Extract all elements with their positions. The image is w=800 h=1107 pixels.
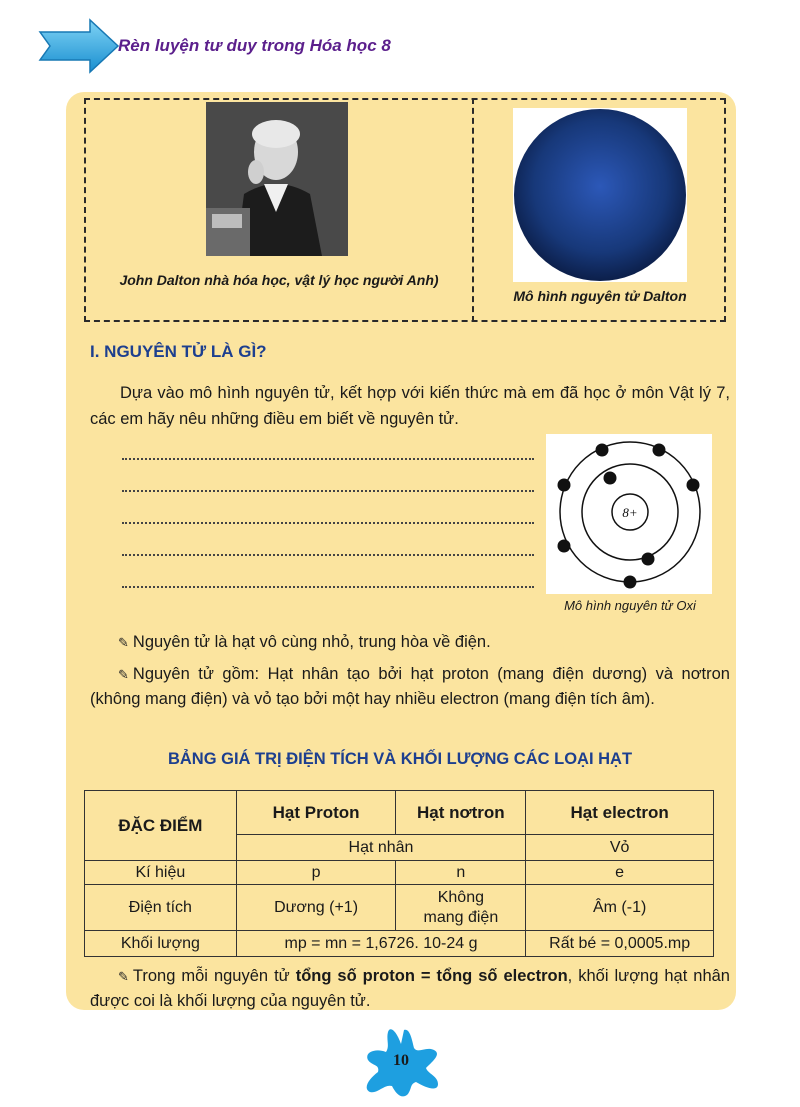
header-electron: Hạt electron (526, 791, 714, 835)
page-number-badge (346, 1022, 456, 1102)
electron (558, 479, 571, 492)
electron (687, 479, 700, 492)
dalton-caption: John Dalton nhà hóa học, vật lý học người Anh) (119, 272, 439, 288)
cell-electron-mass: Rất bé = 0,0005.mp (526, 931, 714, 957)
conclusion-note: ✎ Trong mỗi nguyên tử tổng số proton = tổng số electron, khối lượng hạt nhân được coi là khối lượng của nguyên tử. (90, 967, 730, 1010)
electron (558, 540, 571, 553)
page-number: 10 (393, 1052, 409, 1069)
oxygen-model-caption: Mô hình nguyên tử Oxi (564, 598, 696, 613)
oxygen-atom-diagram (546, 434, 712, 594)
cell-nucleus-mass: mp = mn = 1,6726. 10-24 g (236, 931, 526, 957)
page-header (38, 18, 758, 78)
dalton-sphere (513, 108, 687, 282)
answer-line[interactable] (122, 508, 534, 524)
cell-proton-symbol: p (236, 861, 396, 885)
table-title: BẢNG GIÁ TRỊ ĐIỆN TÍCH VÀ KHỐI LƯỢNG CÁC LOẠI HẠT (167, 750, 633, 768)
note-2: ✎ Nguyên tử gồm: Hạt nhân tạo bởi hạt proton (mang điện dương) và nơtron (không mang điện) và vỏ tạo bởi một hay nhiều electron (mang điện tích âm). (90, 665, 730, 708)
header-neutron: Hạt nơtron (396, 791, 526, 835)
answer-line[interactable] (122, 476, 534, 492)
cell-nucleus: Hạt nhân (236, 835, 526, 861)
answer-line[interactable] (122, 572, 534, 588)
electron (604, 472, 617, 485)
row-label-symbol: Kí hiệu (85, 861, 237, 885)
cell-neutron-charge: Không mang điện (396, 885, 526, 931)
section-heading: I. NGUYÊN TỬ LÀ GÌ? (90, 342, 267, 361)
intro-paragraph: Dựa vào mô hình nguyên tử, kết hợp với kiến thức mà em đã học ở môn Vật lý 7, các em hãy nêu những điều em biết về nguyên tử. (90, 384, 730, 428)
book-title: Rèn luyện tư duy trong Hóa học 8 (118, 36, 391, 55)
pencil-icon: ✎ (118, 969, 129, 984)
nucleus-label: 8+ (622, 505, 638, 520)
answer-line[interactable] (122, 444, 534, 460)
pencil-icon: ✎ (118, 667, 129, 682)
dalton-model-caption: Mô hình nguyên tử Dalton (513, 288, 687, 304)
row-label-charge: Điện tích (85, 885, 237, 931)
particles-table (84, 790, 714, 957)
cell-neutron-symbol: n (396, 861, 526, 885)
header-proton: Hạt Proton (236, 791, 396, 835)
header-feature: ĐẶC ĐIỂM (85, 791, 237, 861)
dalton-portrait (206, 102, 348, 256)
arrow-right-icon (38, 18, 120, 74)
cell-proton-charge: Dương (+1) (236, 885, 396, 931)
oxygen-model-figure (546, 434, 712, 594)
electron (642, 553, 655, 566)
cell-electron-symbol: e (526, 861, 714, 885)
dalton-model-figure (513, 108, 687, 282)
cell-electron-charge: Âm (-1) (526, 885, 714, 931)
electron (596, 444, 609, 457)
note-1: ✎ Nguyên tử là hạt vô cùng nhỏ, trung hòa về điện. (118, 633, 491, 651)
cell-shell: Vỏ (526, 835, 714, 861)
electron (653, 444, 666, 457)
pencil-icon: ✎ (118, 635, 129, 650)
figure-divider (472, 98, 474, 322)
answer-line[interactable] (122, 540, 534, 556)
row-label-mass: Khối lượng (85, 931, 237, 957)
electron (624, 576, 637, 589)
